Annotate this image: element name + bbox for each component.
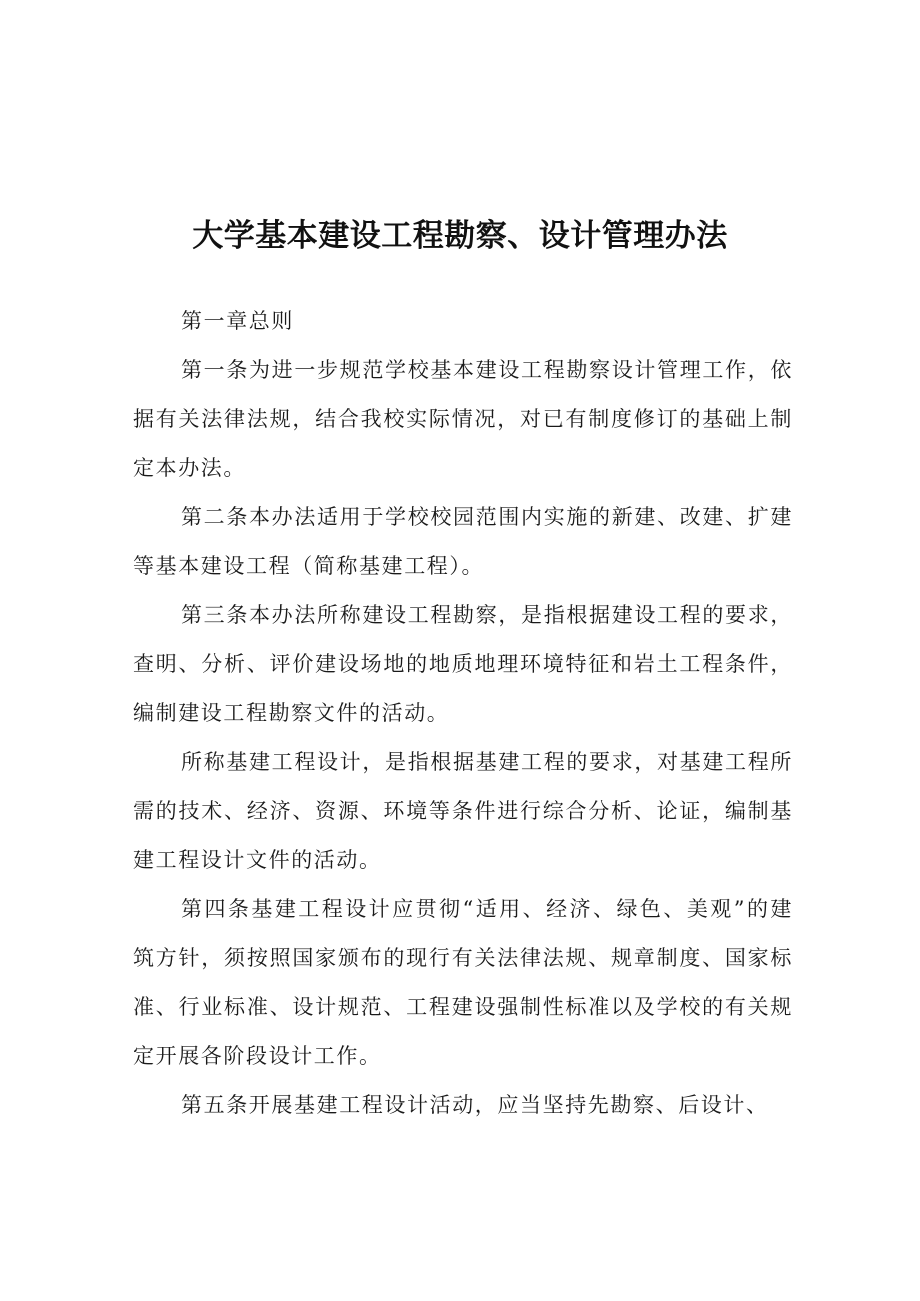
paragraph-article-3-design: 所称基建工程设计，是指根据基建工程的要求，对基建工程所需的技术、经济、资源、环境等条件进行综合分析、论证，编制基建工程设计文件的活动。: [133, 750, 793, 872]
document-body: [133, 297, 793, 1130]
paragraph-article-4: 第四条基建工程设计应贯彻“适用、经济、绿色、美观”的建筑方针，须按照国家颁布的现行有关法律法规、规章制度、国家标准、行业标准、设计规范、工程建设强制性标准以及学校的有关规定开展各阶段设计工作。: [133, 897, 793, 1068]
paragraph-article-2: 第二条本办法适用于学校校园范围内实施的新建、改建、扩建等基本建设工程（简称基建工程）。: [133, 505, 793, 578]
paragraph-article-3: 第三条本办法所称建设工程勘察，是指根据建设工程的要求，查明、分析、评价建设场地的地质地理环境特征和岩土工程条件，编制建设工程勘察文件的活动。: [133, 603, 793, 725]
paragraph-article-5: 第五条开展基建工程设计活动，应当坚持先勘察、后设计、: [181, 1093, 769, 1117]
paragraph-article-1: 第一条为进一步规范学校基本建设工程勘察设计管理工作，依据有关法律法规，结合我校实际情况，对已有制度修订的基础上制定本办法。: [133, 358, 793, 480]
document-title: 大学基本建设工程勘察、设计管理办法: [192, 218, 728, 254]
chapter-heading: 第一章总则: [181, 309, 294, 333]
